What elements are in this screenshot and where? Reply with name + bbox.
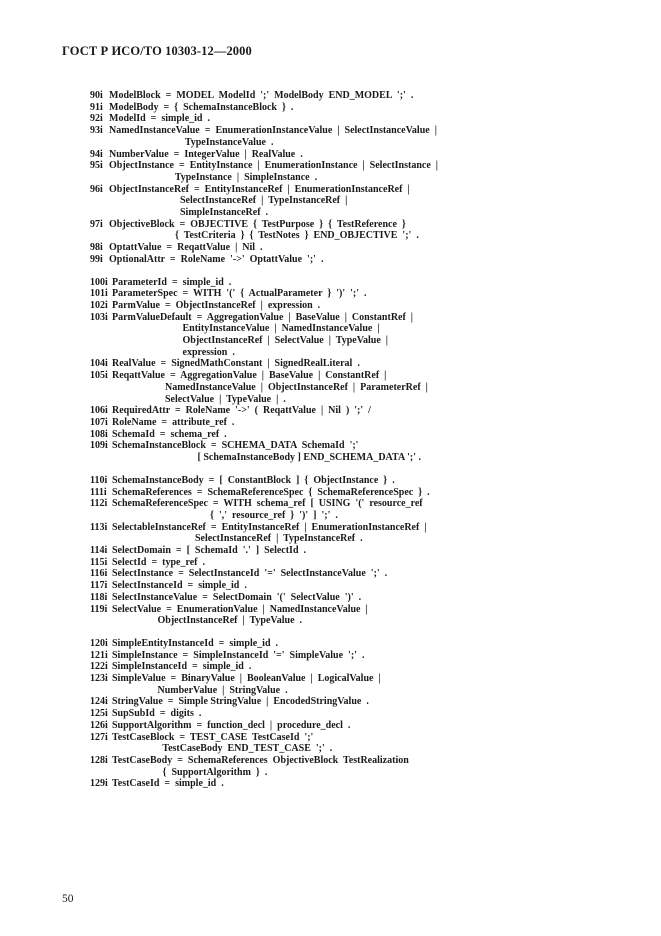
rule-text: ObjectInstanceRef = EntityInstanceRef | EnumerationInstanceRef | (109, 183, 410, 195)
rule-number: 104i (90, 358, 108, 370)
grammar-rule (90, 300, 610, 312)
rule-number: 96i (90, 183, 103, 195)
rule-text: SchemaInstanceBody = [ ConstantBlock ] { ObjectInstance } . (112, 474, 395, 486)
grammar-rule (90, 650, 610, 662)
rule-continuation: NumberValue | StringValue . (90, 684, 288, 696)
rule-continuation: [ SchemaInstanceBody ] END_SCHEMA_DATA ';' . (90, 452, 422, 464)
grammar-rule (90, 545, 610, 557)
rule-continuation: SelectInstanceRef | TypeInstanceRef . (90, 533, 363, 545)
grammar-rule (90, 673, 610, 696)
grammar-rule (90, 475, 610, 487)
rule-text: NamedInstanceValue = EnumerationInstanceValue | SelectInstanceValue | (109, 125, 437, 137)
rule-continuation: ObjectInstanceRef | SelectValue | TypeValue | (90, 335, 388, 347)
grammar-rule (90, 592, 610, 604)
rule-number: 107i (90, 416, 108, 428)
rule-number: 108i (90, 428, 108, 440)
grammar-rule (90, 638, 610, 650)
grammar-rule (90, 778, 610, 790)
rule-text: RealValue = SignedMathConstant | SignedRealLiteral . (112, 358, 360, 370)
rule-number: 105i (90, 370, 108, 382)
rule-text: SelectId = type_ref . (112, 556, 205, 568)
grammar-rule (90, 557, 610, 569)
rule-number: 123i (90, 673, 108, 685)
rule-number: 116i (90, 568, 108, 580)
grammar-rule (90, 696, 610, 708)
rule-number: 120i (90, 637, 108, 649)
grammar-rule (90, 580, 610, 592)
group-spacer (90, 266, 610, 277)
rule-number: 125i (90, 708, 108, 720)
rule-number: 91i (90, 101, 103, 113)
rule-text: OptionalAttr = RoleName '->' OptattValue ';' . (109, 253, 324, 265)
rule-number: 93i (90, 125, 103, 137)
rule-number: 97i (90, 218, 103, 230)
rule-text: SimpleValue = BinaryValue | BooleanValue | LogicalValue | (112, 673, 381, 685)
grammar-rule (90, 720, 610, 732)
rule-continuation: TypeInstance | SimpleInstance . (90, 171, 318, 183)
rule-continuation: SelectInstanceRef | TypeInstanceRef | (90, 195, 348, 207)
grammar-rule (90, 219, 610, 242)
rule-number: 95i (90, 160, 103, 172)
grammar-rule (90, 160, 610, 183)
rule-continuation: SelectValue | TypeValue | . (90, 393, 286, 405)
rule-text: SchemaId = schema_ref . (112, 428, 227, 440)
rule-text: SchemaReferences = SchemaReferenceSpec { SchemaReferenceSpec } . (112, 486, 430, 498)
rule-number: 112i (90, 498, 108, 510)
rule-text: OptattValue = ReqattValue | Nil . (109, 242, 263, 254)
rule-number: 114i (90, 545, 108, 557)
rule-number: 117i (90, 580, 108, 592)
grammar-rule (90, 604, 610, 627)
rule-text: SupSubId = digits . (112, 708, 202, 720)
rule-number: 122i (90, 661, 108, 673)
rule-text: ModelBody = { SchemaInstanceBlock } . (109, 101, 294, 113)
rule-text: ParameterSpec = WITH '(' { ActualParameter } ')' ';' . (112, 288, 367, 300)
grammar-rule (90, 522, 610, 545)
grammar-rules (90, 90, 610, 790)
grammar-rule (90, 708, 610, 720)
rule-text: ReqattValue = AggregationValue | BaseValue | ConstantRef | (112, 370, 387, 382)
rule-number: 106i (90, 405, 108, 417)
rule-number: 121i (90, 649, 108, 661)
rule-text: SupportAlgorithm = function_decl | procedure_decl . (112, 719, 351, 731)
grammar-rule (90, 184, 610, 219)
group-spacer (90, 627, 610, 638)
rule-number: 109i (90, 440, 108, 452)
rule-number: 101i (90, 288, 108, 300)
grammar-rule (90, 358, 610, 370)
grammar-rule (90, 90, 610, 102)
page-number: 50 (62, 893, 74, 905)
rule-text: RoleName = attribute_ref . (112, 416, 235, 428)
rule-number: 110i (90, 474, 108, 486)
grammar-rule (90, 113, 610, 125)
grammar-rule (90, 312, 610, 359)
rule-text: TestCaseBody = SchemaReferences ObjectiveBlock TestRealization (112, 754, 409, 766)
rule-number: 111i (90, 486, 107, 498)
rule-text: RequiredAttr = RoleName '->' ( ReqattValue | Nil ) ';' / (112, 405, 371, 417)
grammar-rule (90, 242, 610, 254)
grammar-rule (90, 405, 610, 417)
grammar-rule (90, 429, 610, 441)
rule-text: ObjectiveBlock = OBJECTIVE { TestPurpose } { TestReference } (109, 218, 406, 230)
rule-text: ModelBlock = MODEL ModelId ';' ModelBody END_MODEL ';' . (109, 90, 414, 101)
rule-number: 127i (90, 731, 108, 743)
rule-number: 92i (90, 113, 103, 125)
grammar-rule (90, 125, 610, 148)
rule-text: ModelId = simple_id . (109, 113, 210, 125)
rule-text: ParmValueDefault = AggregationValue | BaseValue | ConstantRef | (112, 311, 414, 323)
rule-text: SimpleInstanceId = simple_id . (112, 661, 252, 673)
rule-text: SelectableInstanceRef = EntityInstanceRef | EnumerationInstanceRef | (112, 521, 427, 533)
grammar-rule (90, 102, 610, 114)
rule-number: 102i (90, 299, 108, 311)
rule-number: 128i (90, 754, 108, 766)
rule-number: 124i (90, 696, 108, 708)
grammar-rule (90, 661, 610, 673)
rule-number: 98i (90, 242, 103, 254)
page-header: ГОСТ Р ИСО/ТО 10303-12—2000 (62, 44, 252, 58)
rule-continuation: NamedInstanceValue | ObjectInstanceRef | ParameterRef | (90, 381, 428, 393)
rule-text: TestCaseId = simple_id . (112, 778, 224, 790)
grammar-rule (90, 370, 610, 405)
rule-text: ParameterId = simple_id . (112, 276, 232, 288)
rule-text: SelectInstanceValue = SelectDomain '(' SelectValue ')' . (112, 591, 362, 603)
rule-text: SelectDomain = [ SchemaId '.' ] SelectId . (112, 545, 307, 557)
grammar-rule (90, 149, 610, 161)
rule-number: 119i (90, 603, 108, 615)
rule-number: 94i (90, 148, 103, 160)
rule-continuation: expression . (90, 346, 235, 358)
rule-text: SchemaReferenceSpec = WITH schema_ref [ USING '(' resource_ref (112, 498, 423, 510)
group-spacer (90, 464, 610, 475)
rule-text: SelectInstance = SelectInstanceId '=' SelectInstanceValue ';' . (112, 568, 388, 580)
rule-text: SimpleEntityInstanceId = simple_id . (112, 637, 279, 649)
rule-text: SimpleInstance = SimpleInstanceId '=' SimpleValue ';' . (112, 649, 365, 661)
grammar-rule (90, 568, 610, 580)
rule-continuation: { ',' resource_ref } ')' ] ';' . (90, 509, 338, 521)
rule-text: TestCaseBlock = TEST_CASE TestCaseId ';' (112, 731, 314, 743)
rule-text: ObjectInstance = EntityInstance | EnumerationInstance | SelectInstance | (109, 160, 438, 172)
rule-text: SelectInstanceId = simple_id . (112, 580, 247, 592)
rule-number: 100i (90, 276, 108, 288)
rule-number: 90i (90, 90, 103, 101)
rule-continuation: SimpleInstanceRef . (90, 207, 269, 219)
grammar-rule (90, 487, 610, 499)
rule-continuation: EntityInstanceValue | NamedInstanceValue | (90, 323, 380, 335)
grammar-rule (90, 498, 610, 521)
rule-number: 126i (90, 719, 108, 731)
grammar-rule (90, 277, 610, 289)
grammar-rule (90, 755, 610, 778)
rule-number: 113i (90, 521, 108, 533)
rule-continuation: TestCaseBody END_TEST_CASE ';' . (90, 743, 333, 755)
grammar-rule (90, 440, 610, 463)
rule-continuation: TypeInstanceValue . (90, 136, 274, 148)
grammar-rule (90, 288, 610, 300)
rule-number: 103i (90, 311, 108, 323)
rule-number: 129i (90, 778, 108, 790)
rule-text: StringValue = Simple StringValue | EncodedStringValue . (112, 696, 369, 708)
rule-text: SelectValue = EnumerationValue | NamedInstanceValue | (112, 603, 368, 615)
rule-text: NumberValue = IntegerValue | RealValue . (109, 148, 303, 160)
grammar-rule (90, 417, 610, 429)
rule-text: SchemaInstanceBlock = SCHEMA_DATA SchemaId ';' (112, 440, 359, 452)
rule-continuation: { TestCriteria } { TestNotes } END_OBJECTIVE ';' . (90, 230, 419, 242)
rule-continuation: ObjectInstanceRef | TypeValue . (90, 615, 303, 627)
rule-number: 115i (90, 556, 108, 568)
rule-continuation: { SupportAlgorithm } . (90, 766, 268, 778)
rule-number: 99i (90, 253, 103, 265)
grammar-rule (90, 732, 610, 755)
rule-number: 118i (90, 591, 108, 603)
rule-text: ParmValue = ObjectInstanceRef | expression . (112, 299, 321, 311)
grammar-rule (90, 254, 610, 266)
